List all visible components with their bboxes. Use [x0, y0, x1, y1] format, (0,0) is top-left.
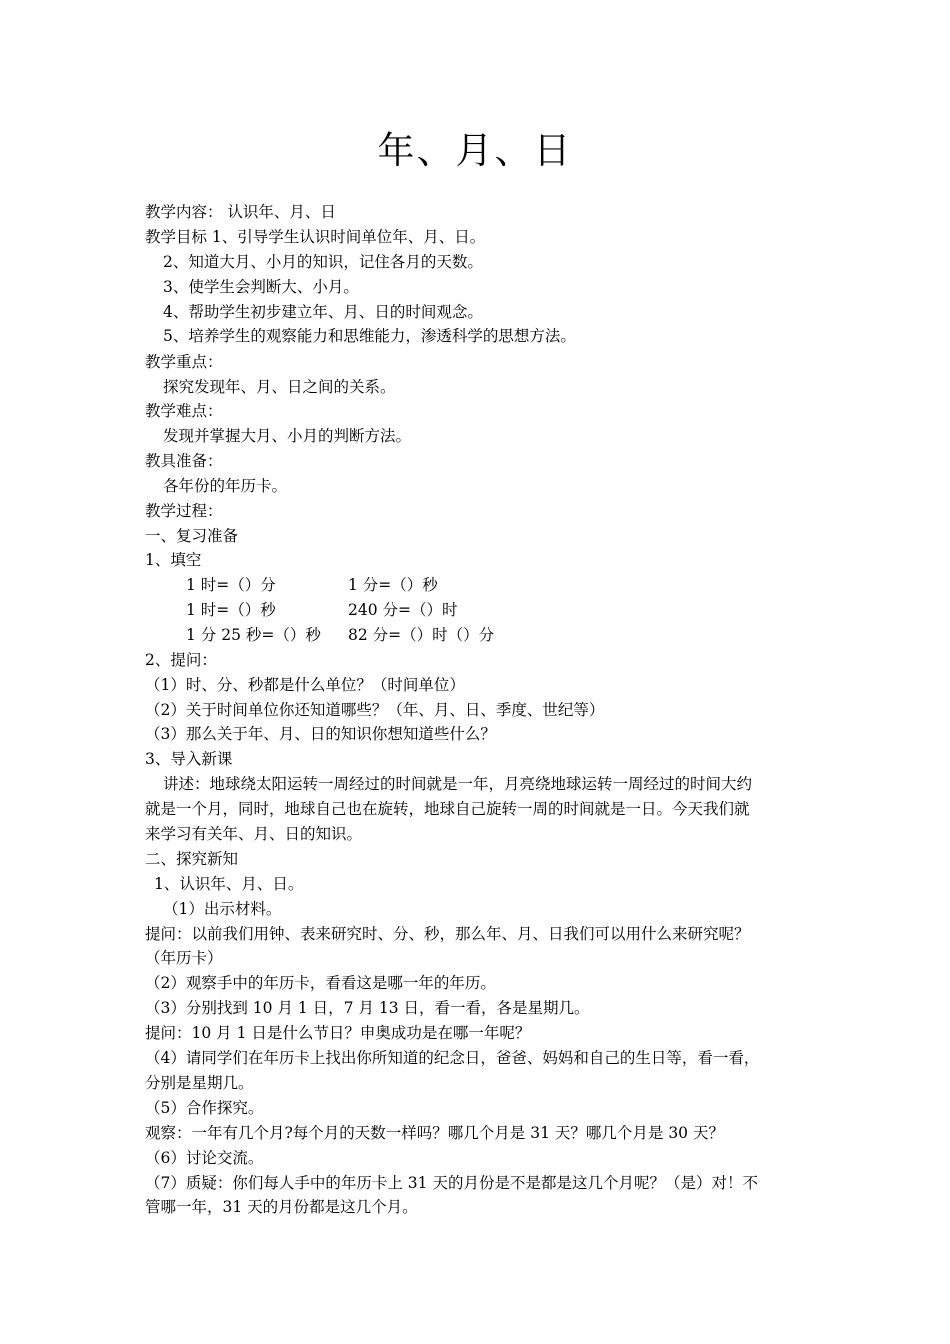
content-line: 4、帮助学生初步建立年、月、日的时间观念。: [163, 303, 483, 321]
content-line: （1）时、分、秒都是什么单位？（时间单位）: [145, 676, 465, 694]
content-line: （4）请同学们在年历卡上找出你所知道的纪念日，爸爸、妈妈和自己的生日等，看一看，: [145, 1049, 760, 1067]
content-line: 3、使学生会判断大、小月。: [163, 278, 359, 296]
content-line: 3、导入新课: [145, 750, 233, 768]
fill-blank-item: 1 时=（）秒: [186, 601, 276, 619]
content-line: 教学目标 1、引导学生认识时间单位年、月、日。: [145, 228, 486, 246]
content-line: 观察：一年有几个月?每个月的天数一样吗？哪几个月是 31 天？哪几个月是 30 天？: [145, 1124, 724, 1142]
content-line: 1、认识年、月、日。: [154, 875, 304, 893]
content-line: 教学重点：: [145, 353, 223, 371]
fill-blank-item: 1 分 25 秒=（）秒: [186, 626, 321, 644]
content-line: （2）关于时间单位你还知道哪些？（年、月、日、季度、世纪等）: [145, 701, 605, 719]
content-line: 各年份的年历卡。: [163, 477, 288, 495]
content-line: 5、培养学生的观察能力和思维能力，渗透科学的思想方法。: [163, 327, 576, 345]
content-line: 2、知道大月、小月的知识，记住各月的天数。: [163, 253, 483, 271]
content-line: 来学习有关年、月、日的知识。: [145, 825, 363, 843]
content-line: 一、复习准备: [145, 527, 239, 545]
content-line: 探究发现年、月、日之间的关系。: [163, 378, 396, 396]
content-line: （7）质疑：你们每人手中的年历卡上 31 天的月份是不是都是这几个月呢？（是）对！不: [145, 1174, 758, 1192]
content-line: （2）观察手中的年历卡，看看这是哪一年的年历。: [145, 974, 496, 992]
content-line: 1、填空: [145, 551, 202, 569]
content-line: 二、探究新知: [145, 850, 239, 868]
content-line: 教学难点：: [145, 402, 223, 420]
content-line: 2、提问：: [145, 651, 217, 669]
content-line: 提问：10 月 1 日是什么节日？申奥成功是在哪一年呢？: [145, 1024, 531, 1042]
fill-blank-item: 1 分=（）秒: [348, 576, 438, 594]
content-line: （3）那么关于年、月、日的知识你想知道些什么？: [145, 725, 496, 743]
content-line: 管哪一年，31 天的月份都是这几个月。: [145, 1198, 418, 1216]
content-line: （6）讨论交流。: [145, 1149, 264, 1167]
content-line: （1）出示材料。: [163, 900, 282, 918]
page-title: 年、月、日: [377, 129, 573, 172]
content-line: （3）分别找到 10 月 1 日，7 月 13 日，看一看，各是星期几。: [145, 999, 590, 1017]
fill-blank-item: 82 分=（）时（）分: [348, 626, 495, 644]
content-line: 教学内容： 认识年、月、日: [145, 203, 336, 221]
content-line: 分别是星期几。: [145, 1074, 254, 1092]
fill-blank-item: 240 分=（）时: [348, 601, 458, 619]
content-line: 就是一个月，同时，地球自己也在旋转，地球自己旋转一周的时间就是一日。今天我们就: [145, 800, 750, 818]
content-line: 教学过程：: [145, 502, 223, 520]
content-line: （年历卡）: [145, 949, 223, 967]
content-line: 讲述：地球绕太阳运转一周经过的时间就是一年，月亮绕地球运转一周经过的时间大约: [163, 775, 753, 793]
content-line: 发现并掌握大月、小月的判断方法。: [163, 427, 412, 445]
fill-blank-item: 1 时=（）分: [186, 576, 276, 594]
content-line: 提问：以前我们用钟、表来研究时、分、秒，那么年、月、日我们可以用什么来研究呢？: [145, 925, 750, 943]
content-line: （5）合作探究。: [145, 1099, 264, 1117]
content-line: 教具准备：: [145, 452, 223, 470]
